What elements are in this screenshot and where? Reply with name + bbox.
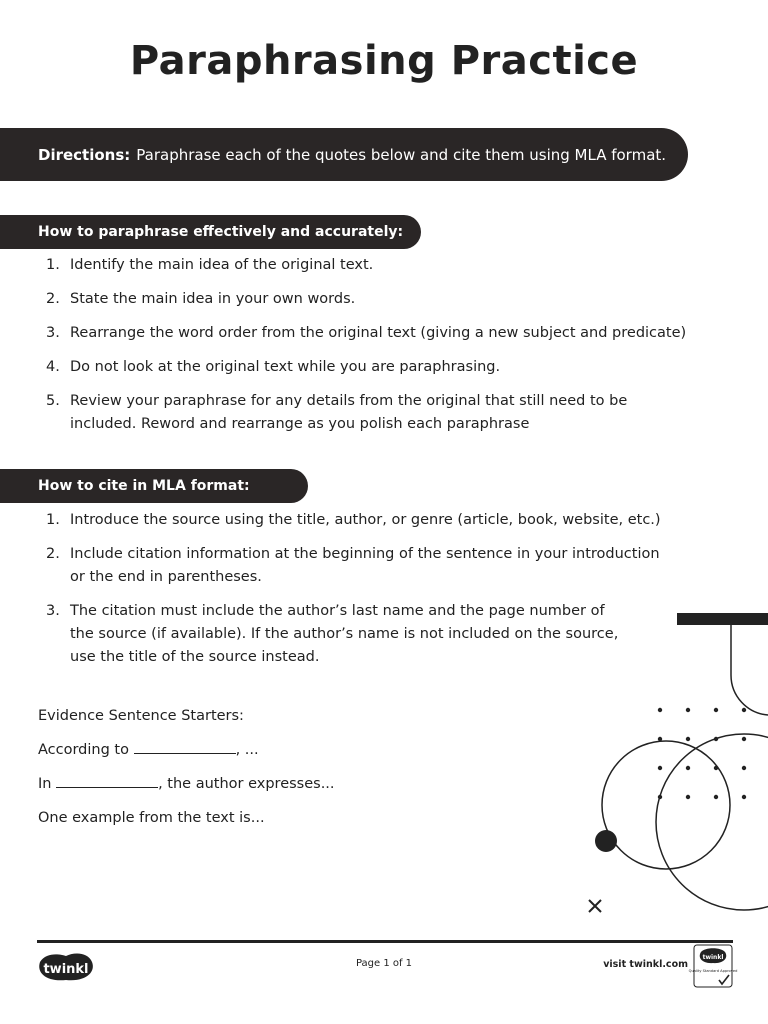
page-title: Paraphrasing Practice <box>129 38 639 84</box>
list-item: 2. State the main idea in your own words. <box>46 291 356 307</box>
paraphrase-steps-list <box>38 254 688 447</box>
directions-text: Paraphrase each of the quotes below and cite them using MLA format. <box>136 145 667 164</box>
paraphrase-section-heading: How to paraphrase effectively and accurately: <box>0 215 421 249</box>
starter-line: One example from the text is... <box>38 810 265 826</box>
list-item: 2. Include citation information at the beginning of the sentence in your introduction or the end in parentheses. <box>46 546 660 585</box>
starters-heading: Evidence Sentence Starters: <box>38 708 244 724</box>
decorative-graphic <box>560 600 768 930</box>
svg-text:Quality Standard Approved: Quality Standard Approved <box>688 969 738 973</box>
evidence-sentence-starters <box>38 705 335 841</box>
directions-label: Directions: <box>38 145 131 164</box>
page-number: Page 1 of 1 <box>355 958 413 969</box>
svg-text:twinkl: twinkl <box>43 962 89 977</box>
list-item: 3. Rearrange the word order from the original text (giving a new subject and predicate) <box>46 325 687 341</box>
blank-line <box>134 739 236 754</box>
svg-text:twinkl: twinkl <box>702 954 724 961</box>
starter-line: According to , ... <box>38 739 335 762</box>
quality-badge <box>688 944 738 988</box>
list-item: 3. The citation must include the author’s last name and the page number of the source (if available). If the author’s name is not included on the source, use the title of the source instead. <box>46 603 619 665</box>
list-item: 4. Do not look at the original text while you are paraphrasing. <box>46 359 501 375</box>
list-item: 5. Review your paraphrase for any details from the original that still need to be included. Reword and rearrange as you polish each paraphrase <box>46 393 628 432</box>
mla-section-heading: How to cite in MLA format: <box>0 469 308 503</box>
visit-link[interactable]: visit twinkl.com <box>603 959 688 970</box>
list-item: 1. Identify the main idea of the original text. <box>46 257 374 273</box>
list-item: 1. Introduce the source using the title, author, or genre (article, book, website, etc.) <box>46 512 661 528</box>
directions-banner <box>0 128 688 181</box>
starter-line: In , the author expresses... <box>38 773 335 796</box>
blank-line <box>56 773 158 788</box>
footer-divider <box>37 940 733 943</box>
